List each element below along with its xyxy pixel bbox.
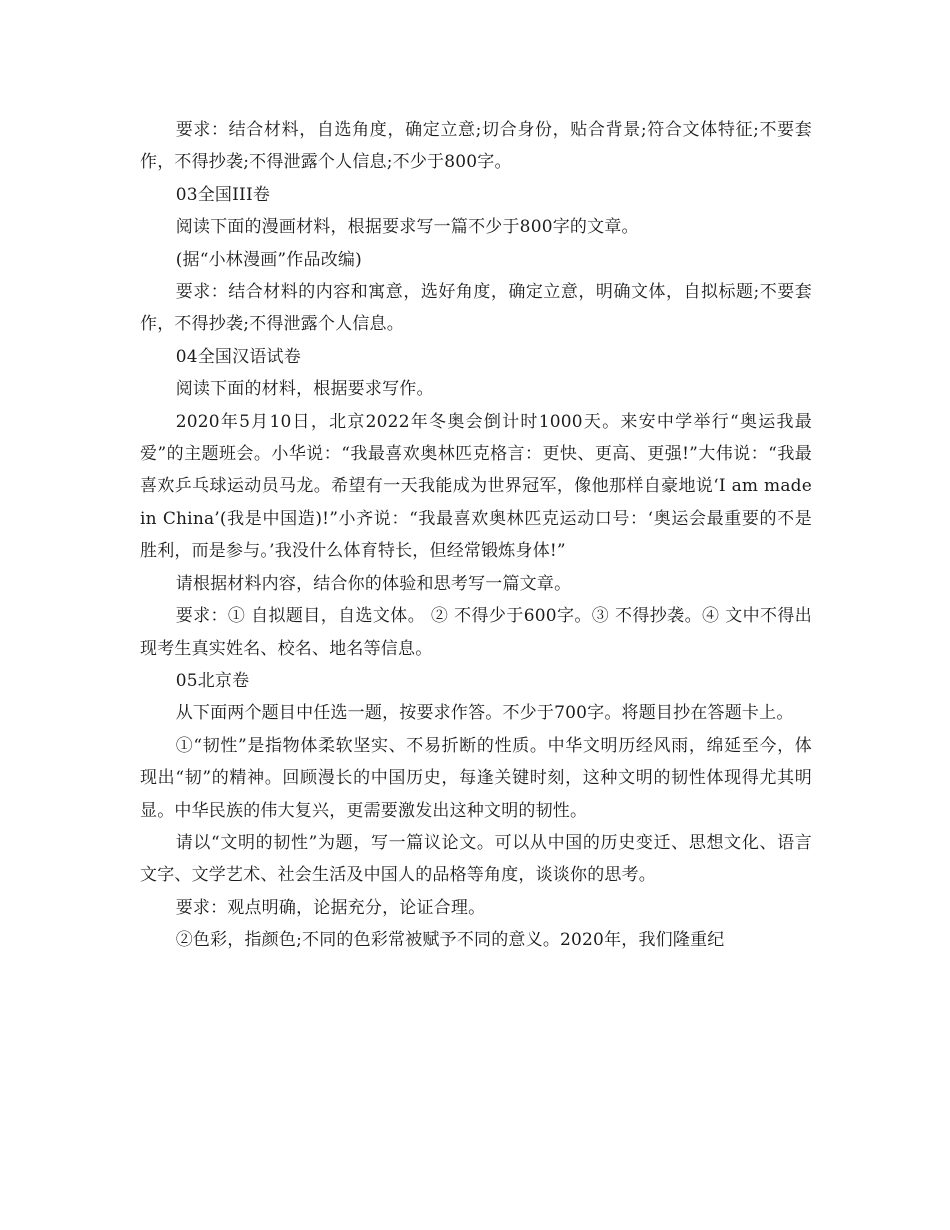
paragraph-prompt-05: 从下面两个题目中任选一题，按要求作答。不少于700字。将题目抄在答题卡上。 <box>175 703 794 724</box>
paragraph-requirements-03: 要求：结合材料的内容和寓意，选好角度，确定立意，明确文体，自拟标题;不要套作，不得抄袭;不得泄露个人信息。 <box>140 282 812 335</box>
section-heading-03: 03全国III卷 <box>175 184 271 205</box>
paragraph-topic-1: ①“韧性”是指物体柔软坚实、不易折断的性质。中华文明历经风雨，绵延至今，体现出“韧”的精神。回顾漫长的中国历史，每逢关键时刻，这种文明的韧性体现得尤其明显。中华民族的伟大复兴，更需要激发出这种文明的韧性。 <box>140 735 812 821</box>
paragraph-topic-2: ②色彩，指颜色;不同的色彩常被赋予不同的意义。2020年，我们隆重纪 <box>175 930 725 951</box>
document-page <box>140 114 812 957</box>
paragraph-prompt-03: 阅读下面的漫画材料，根据要求写一篇不少于800字的文章。 <box>175 217 639 238</box>
paragraph-task-04: 请根据材料内容，结合你的体验和思考写一篇文章。 <box>175 573 572 594</box>
paragraph-requirements-04: 要求：① 自拟题目，自选文体。 ② 不得少于600字。③ 不得抄袭。④ 文中不得出现考生真实姓名、校名、地名等信息。 <box>140 606 812 659</box>
paragraph-source-note: (据“小林漫画”作品改编) <box>175 249 362 270</box>
paragraph-prompt-04: 阅读下面的材料，根据要求写作。 <box>175 379 434 400</box>
section-heading-04: 04全国汉语试卷 <box>175 346 301 367</box>
paragraph-requirements-05: 要求：观点明确，论据充分，论证合理。 <box>175 897 486 918</box>
paragraph-task-topic-1: 请以“文明的韧性”为题，写一篇议论文。可以从中国的历史变迁、思想文化、语言文字、文学艺术、社会生活及中国人的品格等角度，谈谈你的思考。 <box>140 832 812 886</box>
paragraph-material-04: 2020年5月10日，北京2022年冬奥会倒计时1000天。来安中学举行“奥运我最爱”的主题班会。小华说：“我最喜欢奥林匹克格言：更快、更高、更强!”大伟说：“我最喜欢乒乓球运动员马龙。希望有一天我能成为世界冠军，像他那样自豪地说‘I am made in China’(我是中国造)!”小齐说：“我最喜欢奥林匹克运动口号：‘奥运会最重要的不是胜利，而是参与。’我没什么体育特长，但经常锻炼身体!” <box>140 411 812 562</box>
section-heading-05: 05北京卷 <box>175 670 250 691</box>
paragraph-requirements-1: 要求：结合材料，自选角度，确定立意;切合身份，贴合背景;符合文体特征;不要套作，不得抄袭;不得泄露个人信息;不少于800字。 <box>140 120 812 173</box>
